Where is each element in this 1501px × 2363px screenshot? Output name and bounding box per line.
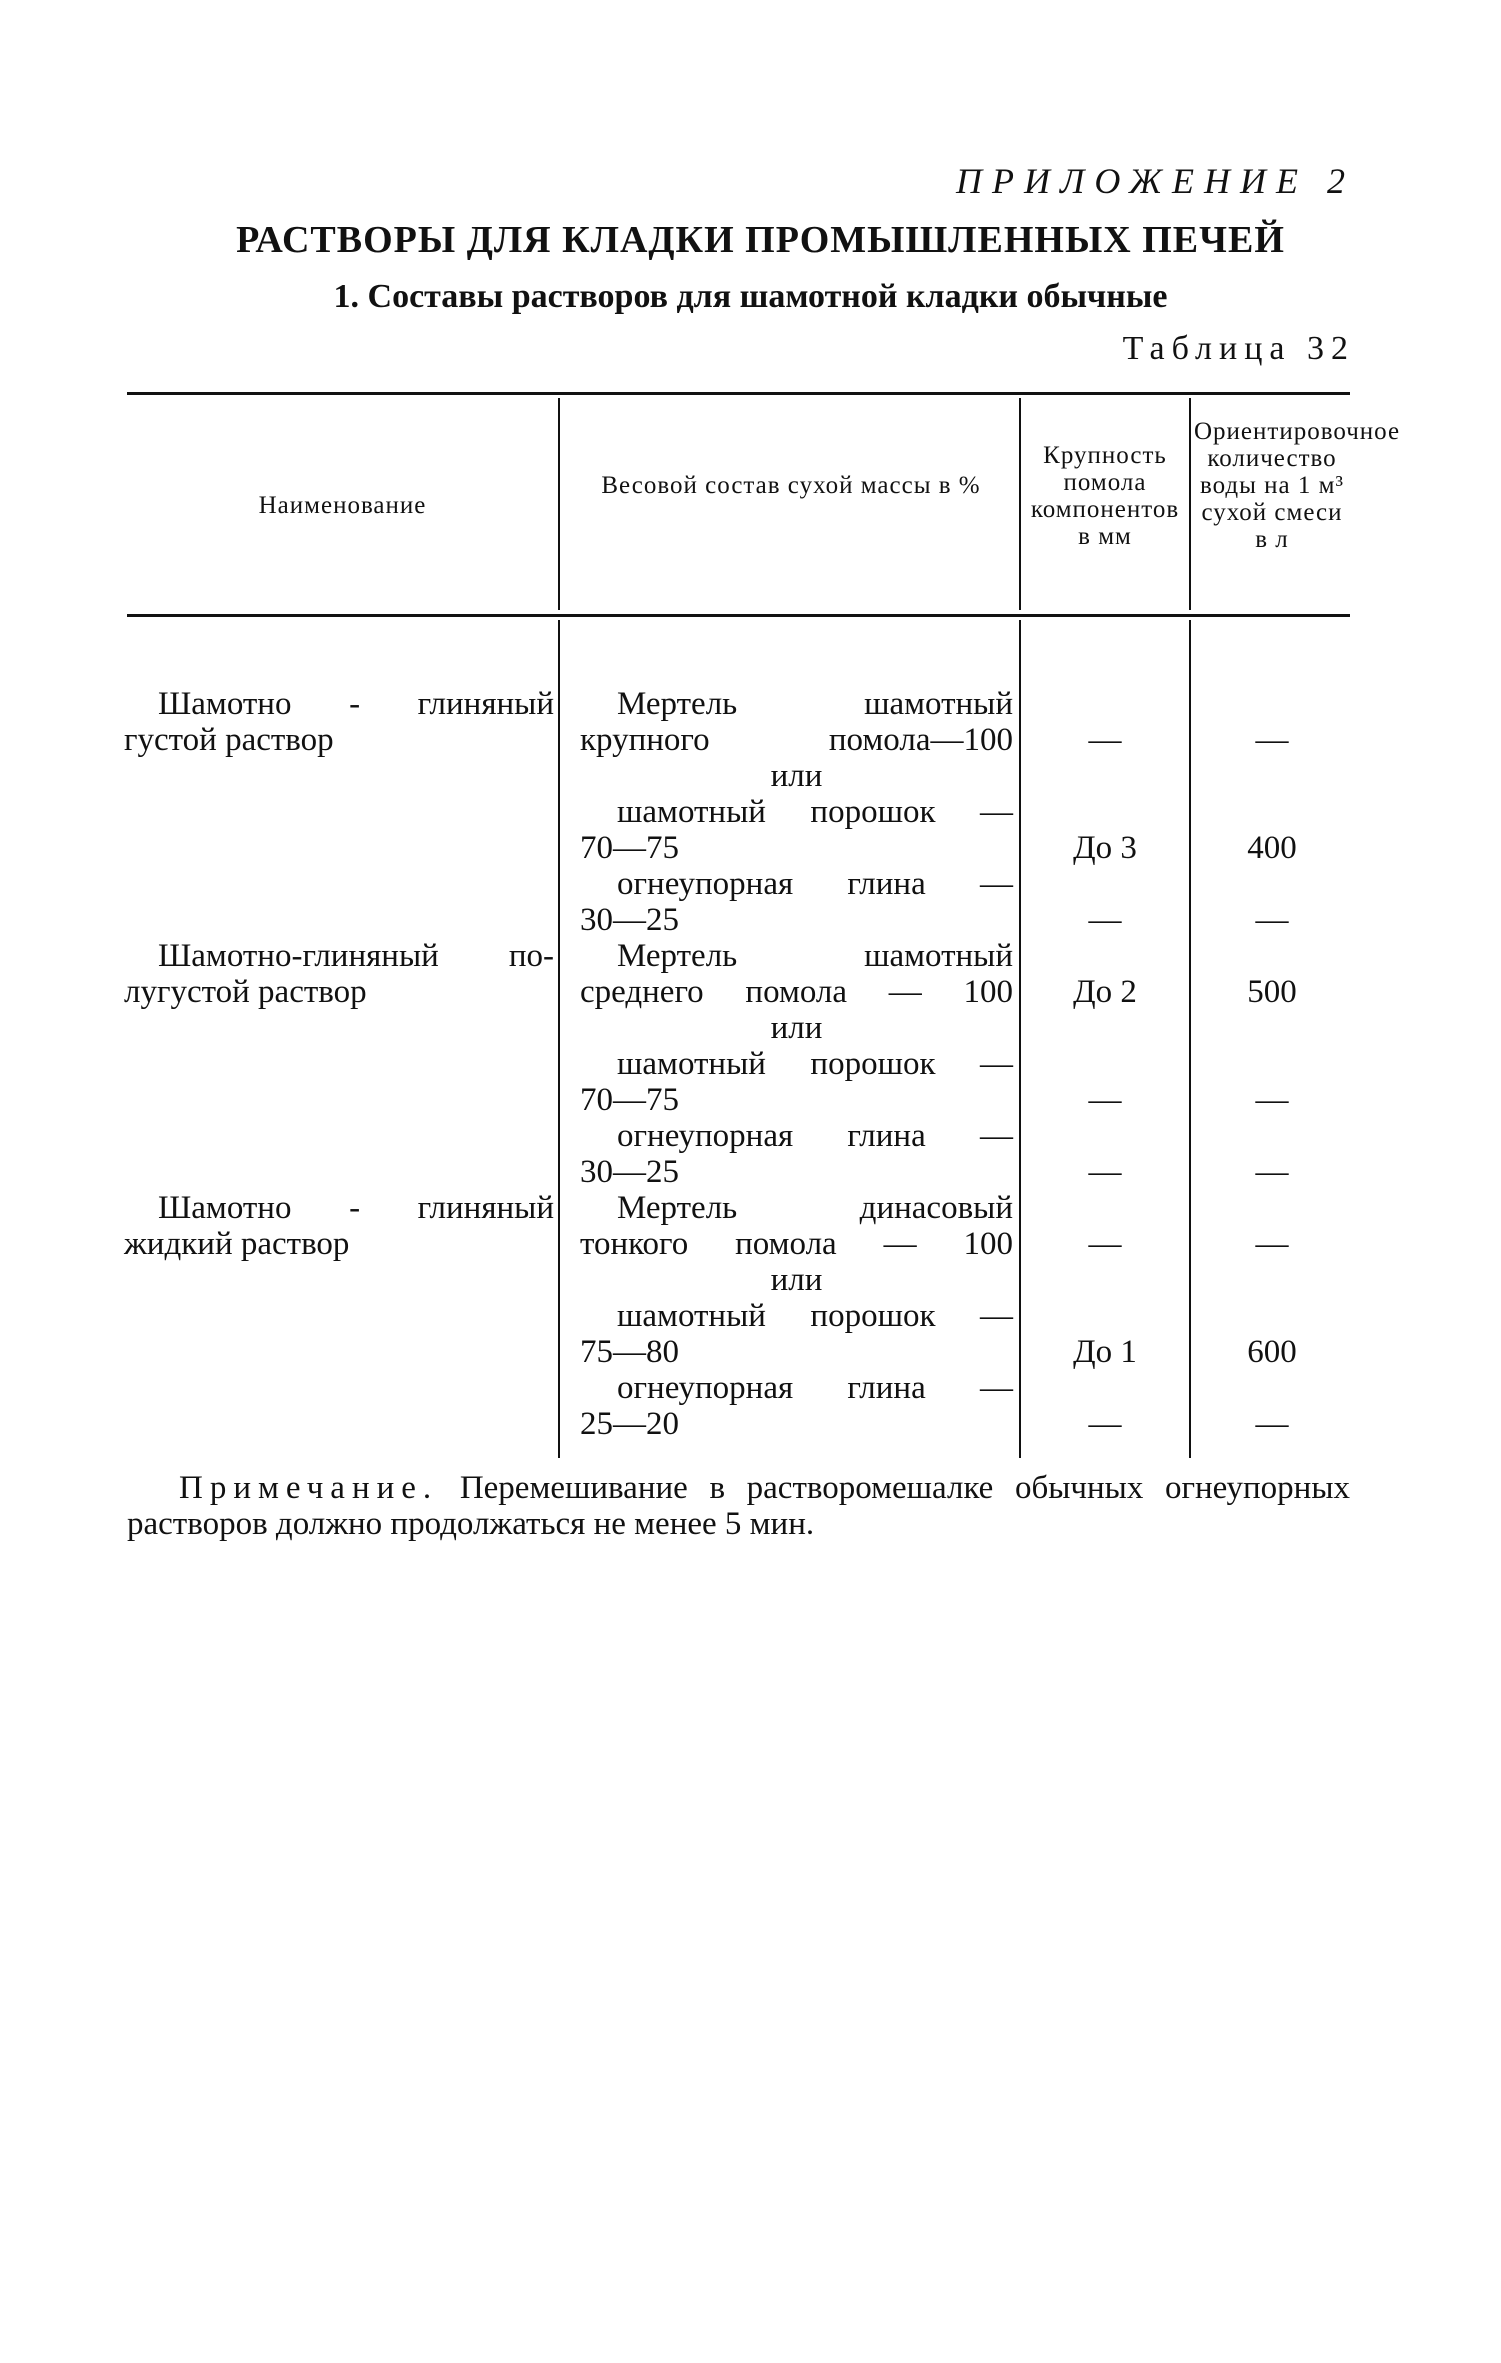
component-or: или [770, 758, 823, 794]
grain-size-value: — [1088, 902, 1122, 938]
grain-size-value: — [1088, 1406, 1122, 1442]
section-subtitle: 1. Составы растворов для шамотной кладки обычные [333, 278, 1168, 315]
component-line: Мертель динасовый [617, 1190, 1013, 1226]
row-name-line: лугустой раствор [124, 974, 367, 1010]
table-number: Таблица 32 [1122, 330, 1355, 367]
grain-size-value: — [1088, 1226, 1122, 1262]
footnote [127, 1470, 1350, 1542]
footnote-label: Примечание. [179, 1470, 439, 1506]
component-line: Мертель шамотный [617, 938, 1013, 974]
component-or: или [770, 1262, 823, 1298]
component-line: огнеупорная глина — [617, 866, 1013, 902]
grain-size-value: До 1 [1073, 1334, 1137, 1370]
footnote-text: Перемешивание в растворомешалке обычных огнеупорных растворов должно продолжаться не менее 5 мин. [127, 1470, 1350, 1542]
water-value: — [1255, 1082, 1289, 1118]
row-name-line: Шамотно - глиняный [158, 1190, 554, 1226]
component-line: тонкого помола — 100 [580, 1226, 1013, 1262]
component-line: огнеупорная глина — [617, 1118, 1013, 1154]
grain-size-value: — [1088, 1082, 1122, 1118]
grain-size-value: До 2 [1073, 974, 1137, 1010]
row-name-line: Шамотно-глиняный по- [158, 938, 554, 974]
column-divider-3-body [1189, 620, 1191, 1458]
grain-size-value: — [1088, 1154, 1122, 1190]
component-or: или [770, 1010, 823, 1046]
water-value: 500 [1247, 974, 1297, 1010]
column-divider-2 [1019, 398, 1021, 610]
row-name-line: Шамотно - глиняный [158, 686, 554, 722]
component-line: 25—20 [580, 1406, 679, 1442]
water-value: — [1255, 1154, 1289, 1190]
component-line: 70—75 [580, 830, 679, 866]
component-line: шамотный порошок — [617, 1298, 1013, 1334]
component-line: 30—25 [580, 902, 679, 938]
header-bottom-rule [127, 614, 1350, 617]
component-line: крупного помола—100 [580, 722, 1013, 758]
table-top-rule [127, 392, 1350, 395]
header-water-amount: Ориентировочное количество воды на 1 м³ сухой смеси в л [1194, 418, 1401, 553]
water-value: — [1255, 902, 1289, 938]
component-line: шамотный порошок — [617, 1046, 1013, 1082]
header-name: Наименование [258, 492, 427, 519]
component-line: среднего помола — 100 [580, 974, 1013, 1010]
component-line: Мертель шамотный [617, 686, 1013, 722]
component-line: огнеупорная глина — [617, 1370, 1013, 1406]
row-name-line: жидкий раствор [124, 1226, 350, 1262]
component-line: шамотный порошок — [617, 794, 1013, 830]
page-title: РАСТВОРЫ ДЛЯ КЛАДКИ ПРОМЫШЛЕННЫХ ПЕЧЕЙ [236, 219, 1285, 261]
water-value: 600 [1247, 1334, 1297, 1370]
water-value: — [1255, 722, 1289, 758]
header-composition: Весовой состав сухой массы в % [601, 472, 981, 499]
header-grain-size: Крупность помола компонентов в мм [1030, 442, 1180, 550]
column-divider-2-body [1019, 620, 1021, 1458]
column-divider-3 [1189, 398, 1191, 610]
appendix-label: ПРИЛОЖЕНИЕ 2 [956, 161, 1355, 201]
column-divider-1 [558, 398, 560, 610]
water-value: 400 [1247, 830, 1297, 866]
column-divider-1-body [558, 620, 560, 1458]
row-name-line: густой раствор [124, 722, 334, 758]
component-line: 70—75 [580, 1082, 679, 1118]
component-line: 30—25 [580, 1154, 679, 1190]
water-value: — [1255, 1226, 1289, 1262]
grain-size-value: — [1088, 722, 1122, 758]
grain-size-value: До 3 [1073, 830, 1137, 866]
component-line: 75—80 [580, 1334, 679, 1370]
water-value: — [1255, 1406, 1289, 1442]
